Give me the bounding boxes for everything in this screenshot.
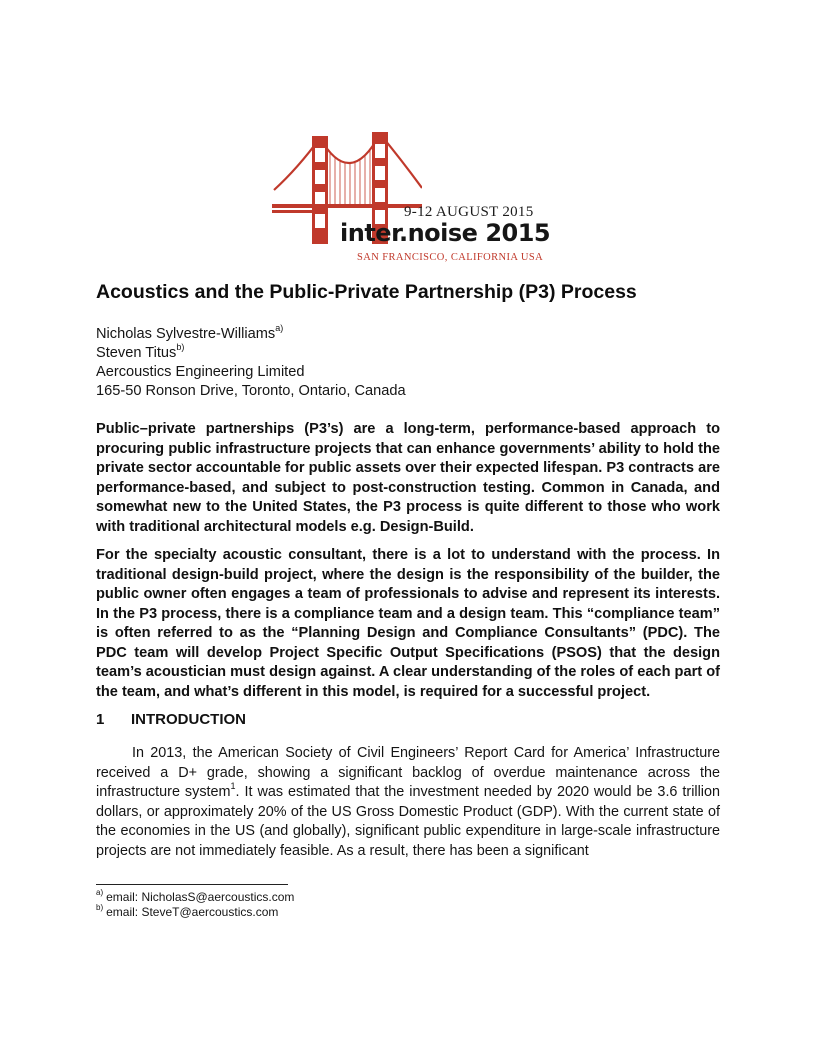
author-mark: a) — [275, 323, 284, 334]
logo-place: SAN FRANCISCO, CALIFORNIA USA — [357, 252, 544, 263]
body-paragraph — [96, 744, 720, 861]
conference-logo — [272, 128, 552, 268]
author-1 — [96, 325, 406, 344]
abstract-paragraph-1: Public–private partnerships (P3’s) are a long-term, performance-based approach to procuring public infrastructure projects that can enhance governments’ ability to hold the private sector accountable for public assets over their expected lifespan. P3 contracts are performance-based, and subject to post-construction testing. Common in Canada, and somewhat new to the United States, the P3 process is quite different to those who work with traditional architectural models e.g. Design-Build. — [96, 421, 720, 535]
footnote-mark: b) — [96, 903, 104, 912]
footnotes — [96, 890, 294, 920]
body-text-part-2: . It was estimated that the investment needed by 2020 would be 3.6 trillion dollars, or approximately 20% of the US Gross Domestic Product (GDP). With the current state of the economies in the US (and globally), significant public expenditure in large-scale infrastructure projects are not immediately feasible. As a result, there has been a significant — [96, 784, 720, 859]
section-number: 1 — [96, 711, 105, 728]
author-2 — [96, 344, 406, 363]
author-name: Steven Titus — [96, 345, 177, 361]
body-text-part-1: In 2013, the American Society of Civil Engineers’ Report Card for America’ Infrastructure received a D+ grade, showing a significant backlog of overdue maintenance across the infrastructure system — [96, 745, 720, 800]
footnote-text: email: NicholasS@aercoustics.com — [106, 890, 295, 904]
logo-name: inter.noise 2015 — [340, 219, 551, 247]
footnote-1 — [96, 890, 294, 905]
footnote-text: email: SteveT@aercoustics.com — [106, 905, 279, 919]
address: 165-50 Ronson Drive, Toronto, Ontario, Canada — [96, 383, 406, 399]
logo-dates: 9-12 AUGUST 2015 — [404, 204, 534, 220]
abstract-paragraph-2: For the specialty acoustic consultant, there is a lot to understand with the process. In traditional design-build project, where the design is the responsibility of the builder, the public owner often engages a team of professionals to advise and represent its interests. In the P3 process, there is a compliance team and a design team. This “compliance team” is often referred to as the “Planning Design and Compliance Consultants” (PDC). The PDC team will develop Project Specific Output Specifications (PSOS) that the design team’s acoustician must design against. A clear understanding of the roles of each part of the team, and what’s different in this model, is required for a successful project. — [96, 547, 720, 700]
paper-title: Acoustics and the Public-Private Partnership (P3) Process — [96, 281, 637, 303]
section-title: INTRODUCTION — [131, 711, 246, 728]
reference-mark: 1 — [230, 781, 236, 792]
footnote-rule — [96, 884, 288, 885]
footnote-2 — [96, 905, 294, 920]
author-mark: b) — [176, 342, 185, 353]
footnote-mark: a) — [96, 888, 104, 897]
section-heading — [96, 711, 246, 728]
author-name: Nicholas Sylvestre-Williams — [96, 326, 276, 342]
affiliation: Aercoustics Engineering Limited — [96, 364, 305, 380]
author-block — [96, 325, 406, 401]
